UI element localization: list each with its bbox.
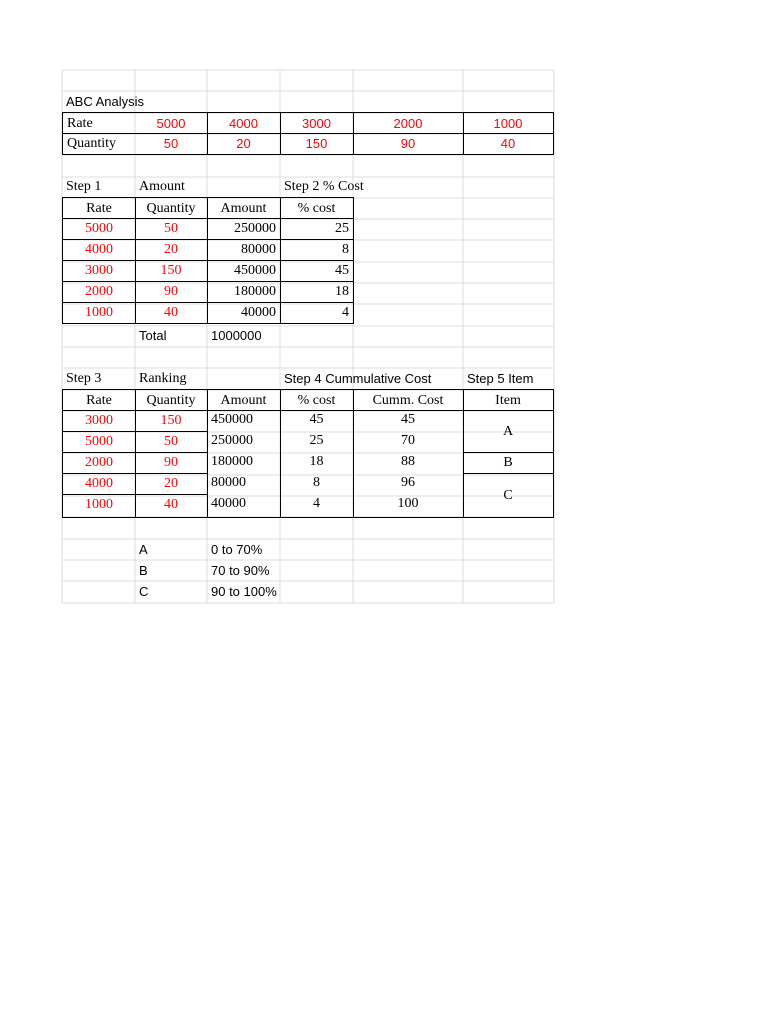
column-header-rate: Rate — [62, 197, 136, 219]
legend-class: A — [139, 542, 148, 557]
amount-cell: 450000 — [207, 410, 281, 432]
legend-range: 70 to 90% — [211, 563, 270, 578]
pct-cost-cell: 8 — [280, 239, 354, 261]
amount-cell: 40000 — [207, 302, 281, 324]
step3-title: Ranking — [139, 371, 187, 386]
legend-class: B — [139, 563, 148, 578]
rate-cell: 3000 — [62, 260, 136, 282]
cumm-cost-cell: 88 — [353, 452, 464, 474]
quantity-cell: 50 — [135, 133, 208, 155]
rate-cell: 1000 — [463, 112, 554, 134]
step5-title: Step 5 Item — [467, 371, 534, 386]
quantity-cell: 90 — [135, 452, 208, 474]
column-header-rate: Rate — [62, 389, 136, 411]
column-header-amount: Amount — [207, 389, 281, 411]
amount-cell: 180000 — [207, 452, 281, 474]
rate-row-label: Rate — [62, 112, 208, 134]
step3-label: Step 3 — [66, 371, 102, 386]
pct-cost-cell: 45 — [280, 410, 354, 432]
amount-cell: 40000 — [207, 494, 281, 518]
rate-cell: 1000 — [62, 302, 136, 324]
quantity-cell: 20 — [207, 133, 281, 155]
total-label: Total — [139, 328, 167, 343]
step1-title: Amount — [139, 179, 185, 194]
rate-cell: 3000 — [62, 410, 136, 432]
item-class-a: A — [463, 410, 554, 453]
amount-cell: 250000 — [207, 431, 281, 453]
rate-cell: 4000 — [62, 473, 136, 495]
pct-cost-cell: 18 — [280, 452, 354, 474]
step2-title: Step 2 % Cost — [284, 179, 364, 194]
pct-cost-cell: 4 — [280, 302, 354, 324]
quantity-cell: 50 — [135, 431, 208, 453]
column-header-cumm-cost: Cumm. Cost — [353, 389, 464, 411]
rate-cell: 1000 — [62, 494, 136, 518]
sheet-title: ABC Analysis — [66, 94, 145, 109]
amount-cell: 450000 — [207, 260, 281, 282]
item-class-b: B — [463, 452, 554, 474]
quantity-cell: 150 — [135, 410, 208, 432]
column-header-quantity: Quantity — [135, 197, 208, 219]
cumm-cost-cell: 96 — [353, 473, 464, 495]
legend-range: 90 to 100% — [211, 584, 277, 599]
quantity-cell: 150 — [135, 260, 208, 282]
cumm-cost-cell: 70 — [353, 431, 464, 453]
rate-cell: 3000 — [280, 112, 354, 134]
step1-label: Step 1 — [66, 179, 102, 194]
pct-cost-cell: 25 — [280, 431, 354, 453]
rate-cell: 2000 — [353, 112, 464, 134]
amount-cell: 250000 — [207, 218, 281, 240]
pct-cost-cell: 4 — [280, 494, 354, 518]
quantity-cell: 40 — [463, 133, 554, 155]
column-header-quantity: Quantity — [135, 389, 208, 411]
pct-cost-cell: 18 — [280, 281, 354, 303]
cumm-cost-cell: 45 — [353, 410, 464, 432]
rate-cell: 4000 — [207, 112, 281, 134]
legend-class: C — [139, 584, 149, 599]
amount-cell: 180000 — [207, 281, 281, 303]
quantity-cell: 90 — [135, 281, 208, 303]
step4-title: Step 4 Cummulative Cost — [284, 371, 432, 386]
rate-cell: 5000 — [62, 218, 136, 240]
quantity-cell: 150 — [280, 133, 354, 155]
cumm-cost-cell: 100 — [353, 494, 464, 518]
total-value: 1000000 — [211, 328, 262, 343]
quantity-cell: 50 — [135, 218, 208, 240]
pct-cost-cell: 45 — [280, 260, 354, 282]
rate-cell: 4000 — [62, 239, 136, 261]
quantity-cell: 40 — [135, 494, 208, 518]
quantity-cell: 20 — [135, 473, 208, 495]
legend-range: 0 to 70% — [211, 542, 263, 557]
rate-cell: 5000 — [135, 112, 208, 134]
quantity-cell: 90 — [353, 133, 464, 155]
pct-cost-cell: 8 — [280, 473, 354, 495]
amount-cell: 80000 — [207, 473, 281, 495]
column-header-pct-cost: % cost — [280, 389, 354, 411]
item-class-c: C — [463, 473, 554, 518]
column-header-item: Item — [463, 389, 554, 411]
column-header-pct-cost: % cost — [280, 197, 354, 219]
pct-cost-cell: 25 — [280, 218, 354, 240]
quantity-cell: 20 — [135, 239, 208, 261]
quantity-row-label: Quantity — [62, 133, 208, 155]
rate-cell: 2000 — [62, 281, 136, 303]
rate-cell: 5000 — [62, 431, 136, 453]
column-header-amount: Amount — [207, 197, 281, 219]
rate-cell: 2000 — [62, 452, 136, 474]
amount-cell: 80000 — [207, 239, 281, 261]
quantity-cell: 40 — [135, 302, 208, 324]
